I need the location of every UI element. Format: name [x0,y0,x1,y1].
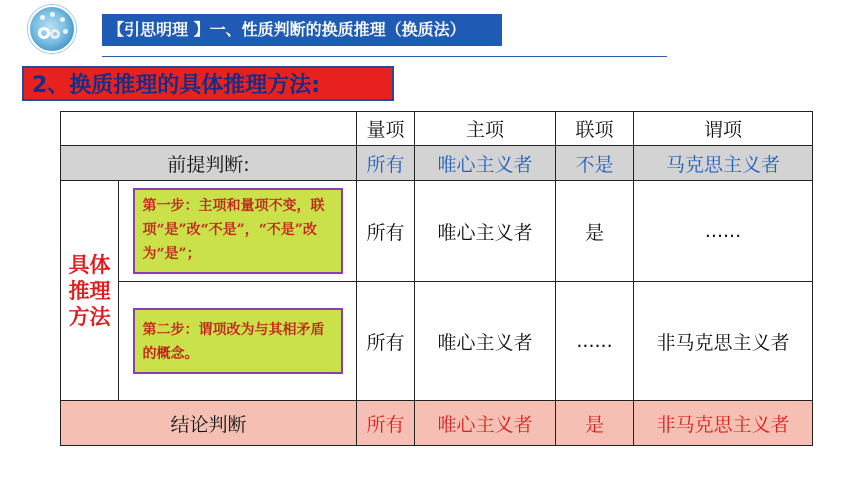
conclusion-row [61,401,813,446]
premise-quantifier: 所有 [357,146,415,181]
step1-quantifier: 所有 [357,181,415,282]
step1-box: 第一步：主项和量项不变，联项“是”改“不是”，“不是”改为“是”； [133,188,343,274]
step1-cell [119,181,357,282]
column-header: 谓项 [634,112,813,146]
method-label-cell [61,181,119,401]
section-title: 2、换质推理的具体推理方法: [22,66,394,101]
premise-row [61,146,813,181]
premise-copula: 不是 [556,146,634,181]
header-title: 【引思明理 】一、性质判断的换质推理（换质法） [102,14,502,46]
conclusion-label: 结论判断 [61,401,357,446]
step2-row [61,282,813,401]
reasoning-table [60,111,813,446]
conclusion-predicate: 非马克思主义者 [634,401,813,446]
header-divider [102,56,667,57]
method-label: 具体推理方法 [68,252,111,329]
step2-quantifier: 所有 [357,282,415,401]
conclusion-quantifier: 所有 [357,401,415,446]
table-header-row [61,112,813,146]
premise-predicate: 马克思主义者 [634,146,813,181]
step2-subject: 唯心主义者 [415,282,556,401]
column-header: 联项 [556,112,634,146]
gears-logo-icon [28,5,76,53]
step1-copula: 是 [556,181,634,282]
step1-subject: 唯心主义者 [415,181,556,282]
premise-label: 前提判断: [61,146,357,181]
premise-subject: 唯心主义者 [415,146,556,181]
conclusion-subject: 唯心主义者 [415,401,556,446]
step2-box: 第二步：谓项改为与其相矛盾的概念。 [133,308,343,374]
conclusion-copula: 是 [556,401,634,446]
column-header: 主项 [415,112,556,146]
step2-copula: ...... [556,282,634,401]
step1-row [61,181,813,282]
step2-predicate: 非马克思主义者 [634,282,813,401]
header-corner-cell [61,112,357,146]
step1-predicate: ...... [634,181,813,282]
step2-cell [119,282,357,401]
column-header: 量项 [357,112,415,146]
